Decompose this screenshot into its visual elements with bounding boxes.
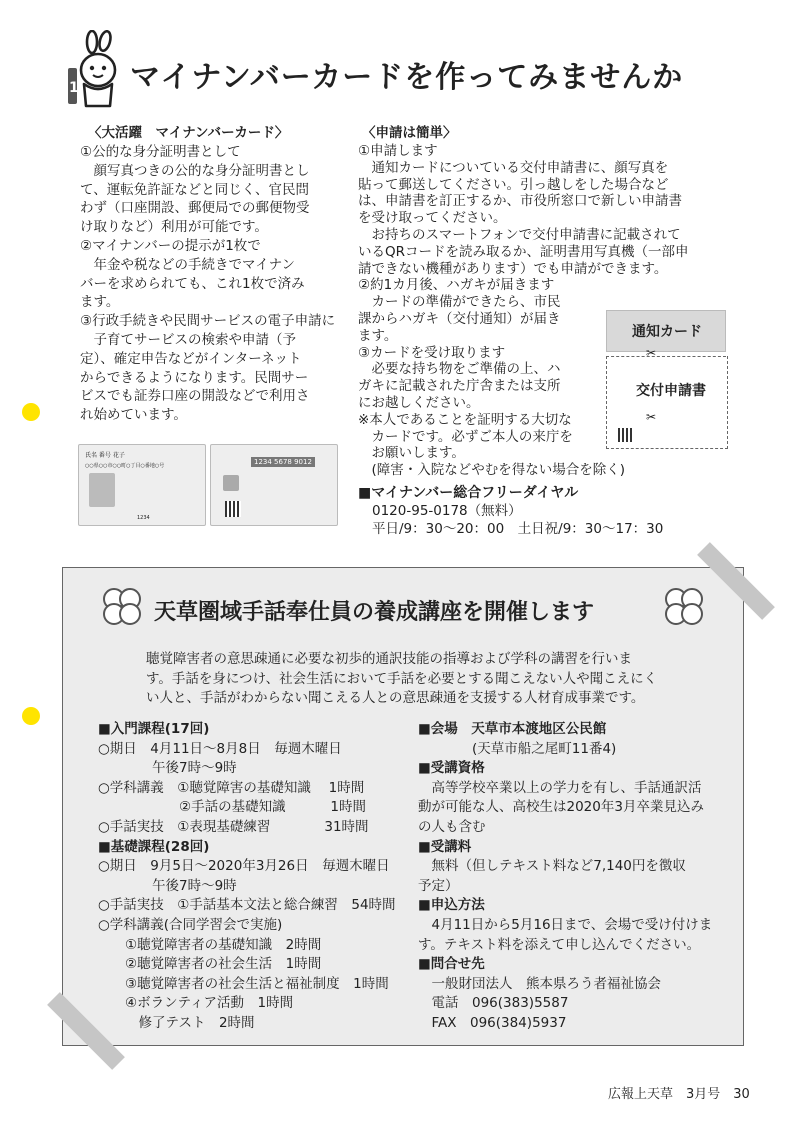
course-left-line: ②聴覚障害者の社会生活 1時間 bbox=[98, 956, 322, 973]
course-left-line: ○学科講義 ①聴覚障害の基礎知識 1時間 bbox=[98, 779, 365, 796]
course-right-line: (天草市船之尾町11番4) bbox=[418, 740, 617, 757]
course-right-line: ■受講料 bbox=[418, 838, 472, 855]
svg-text:1: 1 bbox=[69, 80, 79, 96]
card-address: ○○県○○市○○町○丁目○番地○号 bbox=[85, 463, 165, 469]
left-body-line: 顔写真つきの公的な身分証明書とし bbox=[80, 162, 310, 179]
notice-card-label: 通知カード bbox=[632, 324, 702, 340]
course-left-line: ○期日 4月11日～8月8日 毎週木曜日 bbox=[98, 740, 342, 757]
scissors-icon-2: ✂ bbox=[646, 410, 657, 424]
course-right-line: 高等学校卒業以上の学力を有し、手話通訳活 bbox=[418, 779, 702, 796]
course-right-line: ■問合せ先 bbox=[418, 956, 485, 973]
course-right-line: の人も含む bbox=[418, 818, 486, 835]
course-intro-line: 聴覚障害者の意思疎通に必要な初歩的通訳技能の指導および学科の講習を行いま bbox=[146, 651, 632, 667]
clover-icon-right bbox=[660, 586, 708, 630]
right-body-line: 通知カードについている交付申請書に、顔写真を bbox=[358, 159, 669, 176]
right-body-line: カードです。必ずご本人の来庁を bbox=[358, 428, 573, 445]
course-title: 天草圏域手話奉仕員の養成講座を開催します bbox=[154, 600, 595, 625]
right-body-line: いるQRコードを読み取るか、証明書用写真機（一部申 bbox=[358, 243, 689, 260]
course-right-line: 動が可能な人、高校生は2020年3月卒業見込み bbox=[418, 799, 704, 816]
course-left-line: ○手話実技 ①手話基本文法と総合練習 54時間 bbox=[98, 897, 396, 914]
card-photo bbox=[89, 473, 115, 507]
course-left-line: 午後7時～9時 bbox=[98, 760, 237, 777]
dial-heading: ■マイナンバー総合フリーダイヤル bbox=[358, 485, 579, 501]
right-body-line: お願いします。 bbox=[358, 445, 465, 462]
left-body-line: け取りなど）利用が可能です。 bbox=[80, 219, 268, 236]
course-left-line: ①聴覚障害者の基礎知識 2時間 bbox=[98, 936, 322, 953]
course-left-line: ③聴覚障害者の社会生活と福祉制度 1時間 bbox=[98, 975, 389, 992]
right-body-line: お持ちのスマートフォンで交付申請書に記載されて bbox=[358, 226, 681, 243]
course-intro bbox=[146, 650, 657, 709]
mascot-illustration bbox=[64, 30, 126, 108]
right-body-line: ガキに記載された庁舎または支所 bbox=[358, 378, 561, 395]
right-body-line: 貼って郵送してください。引っ越しをした場合など bbox=[358, 176, 669, 193]
left-body-line: 年金や税などの手続きでマイナン bbox=[80, 256, 296, 273]
course-right-line: ■受講資格 bbox=[418, 760, 485, 777]
right-body-line: ③カードを受け取ります bbox=[358, 344, 506, 361]
right-body-line: (障害・入院などやむを得ない場合を除く) bbox=[358, 462, 626, 479]
card-chip bbox=[223, 475, 239, 491]
dial-number: 0120-95-0178（無料） bbox=[372, 503, 522, 519]
right-body-line: ます。 bbox=[358, 327, 398, 344]
course-right-body bbox=[418, 720, 712, 1034]
course-left-line: ④ボランティア活動 1時間 bbox=[98, 995, 294, 1012]
left-body-line: れ始めています。 bbox=[80, 407, 187, 424]
course-left-line: ■入門課程(17回) bbox=[98, 721, 210, 737]
course-left-line: ■基礎課程(28回) bbox=[98, 838, 210, 855]
page-title: マイナンバーカードを作ってみませんか bbox=[130, 60, 684, 95]
course-right-line: FAX 096(384)5937 bbox=[418, 1014, 567, 1031]
page-footer: 広報上天草 3月号 30 bbox=[608, 1087, 750, 1102]
right-heading: 〈申請は簡単〉 bbox=[362, 125, 457, 141]
left-body-line: ビスでも証券口座の開設などで利用さ bbox=[80, 388, 310, 405]
binding-hole-top bbox=[22, 403, 40, 421]
card-qr bbox=[225, 501, 241, 517]
course-right-line: 電話 096(383)5587 bbox=[418, 995, 569, 1012]
right-body-line: カードの準備ができたら、市民 bbox=[358, 294, 561, 311]
right-body-line: 必要な持ち物をご準備の上、ハ bbox=[358, 361, 561, 378]
course-right-line: 4月11日から5月16日まで、会場で受け付けま bbox=[418, 916, 713, 933]
course-left-line: ○期日 9月5日～2020年3月26日 毎週木曜日 bbox=[98, 858, 390, 875]
binding-hole-bottom bbox=[22, 707, 40, 725]
left-body-line: からできるようになります。民間サー bbox=[80, 369, 309, 386]
left-body-line: 定）、確定申告などがインターネット bbox=[80, 350, 302, 367]
course-intro-line: い人と、手話がわからない聞こえる人との意思疎通を支援する人材育成事業です。 bbox=[146, 690, 645, 706]
course-right-line: 無料（但しテキスト料など7,140円を徴収 bbox=[418, 858, 686, 875]
dial-hours: 平日/9：30～20：00 土日祝/9：30～17：30 bbox=[372, 521, 664, 537]
right-body-line: ①申請します bbox=[358, 143, 438, 159]
left-body-line: ます。 bbox=[80, 294, 120, 311]
right-body-line: ※本人であることを証明する大切な bbox=[358, 411, 572, 428]
right-body-line: を受け取ってください。 bbox=[358, 210, 507, 227]
course-right-line: ■会場 天草市本渡地区公民館 bbox=[418, 721, 607, 737]
course-left-line: 午後7時～9時 bbox=[98, 877, 237, 894]
left-body-line: わず（口座開設、郵便局での郵便物受 bbox=[80, 200, 310, 217]
course-right-line: 一般財団法人 熊本県ろう者福祉協会 bbox=[418, 975, 661, 992]
card-name-label: 氏名 番号 花子 bbox=[85, 452, 125, 459]
course-left-line: ②手話の基礎知識 1時間 bbox=[98, 799, 366, 816]
course-left-line: ○学科講義(合同学習会で実施) bbox=[98, 916, 283, 933]
course-left-body bbox=[98, 720, 396, 1034]
left-body-line: 子育てサービスの検索や申請（予 bbox=[80, 331, 296, 348]
card-back-image bbox=[210, 444, 338, 526]
left-heading: 〈大活躍 マイナンバーカード〉 bbox=[88, 125, 289, 141]
left-body-line: ②マイナンバーの提示が1枚で bbox=[80, 237, 261, 254]
application-form-label: 交付申請書 bbox=[636, 383, 706, 399]
scissors-icon: ✂ bbox=[646, 346, 657, 360]
card-footer: 1234 bbox=[137, 515, 150, 521]
left-body-line: バーを求められても、これ1枚で済み bbox=[80, 275, 305, 292]
right-body-line: ②約1カ月後、ハガキが届きます bbox=[358, 277, 555, 294]
course-left-line: 修了テスト 2時間 bbox=[98, 1014, 255, 1031]
course-right-line: す。テキスト料を添えて申し込んでください。 bbox=[418, 936, 701, 953]
right-body-line: 課からハガキ（交付通知）が届き bbox=[358, 310, 561, 327]
left-body-line: ③行政手続きや民間サービスの電子申請に bbox=[80, 313, 336, 330]
application-qr bbox=[618, 428, 632, 442]
right-body-line: にお越しください。 bbox=[358, 394, 480, 411]
left-body-line: ①公的な身分証明書として bbox=[80, 144, 241, 160]
card-front-image bbox=[78, 444, 206, 526]
course-right-line: ■申込方法 bbox=[418, 897, 485, 914]
left-body bbox=[80, 143, 335, 425]
left-body-line: て、運転免許証などと同じく、官民問 bbox=[80, 181, 309, 198]
notice-card-illustration bbox=[606, 310, 728, 450]
course-right-line: 予定） bbox=[418, 877, 459, 894]
clover-icon-left bbox=[98, 586, 146, 630]
course-left-line: ○手話実技 ①表現基礎練習 31時間 bbox=[98, 818, 369, 835]
right-body-line: は、申請書を訂正するか、市役所窓口で新しい申請書 bbox=[358, 193, 682, 210]
card-number: 1234 5678 9012 bbox=[251, 457, 315, 467]
course-intro-line: す。手話を身につけ、社会生活において手話を必要とする聞こえない人や聞こえにく bbox=[146, 670, 658, 687]
right-body-line: 請できない機種があります）でも申請ができます。 bbox=[358, 260, 668, 277]
